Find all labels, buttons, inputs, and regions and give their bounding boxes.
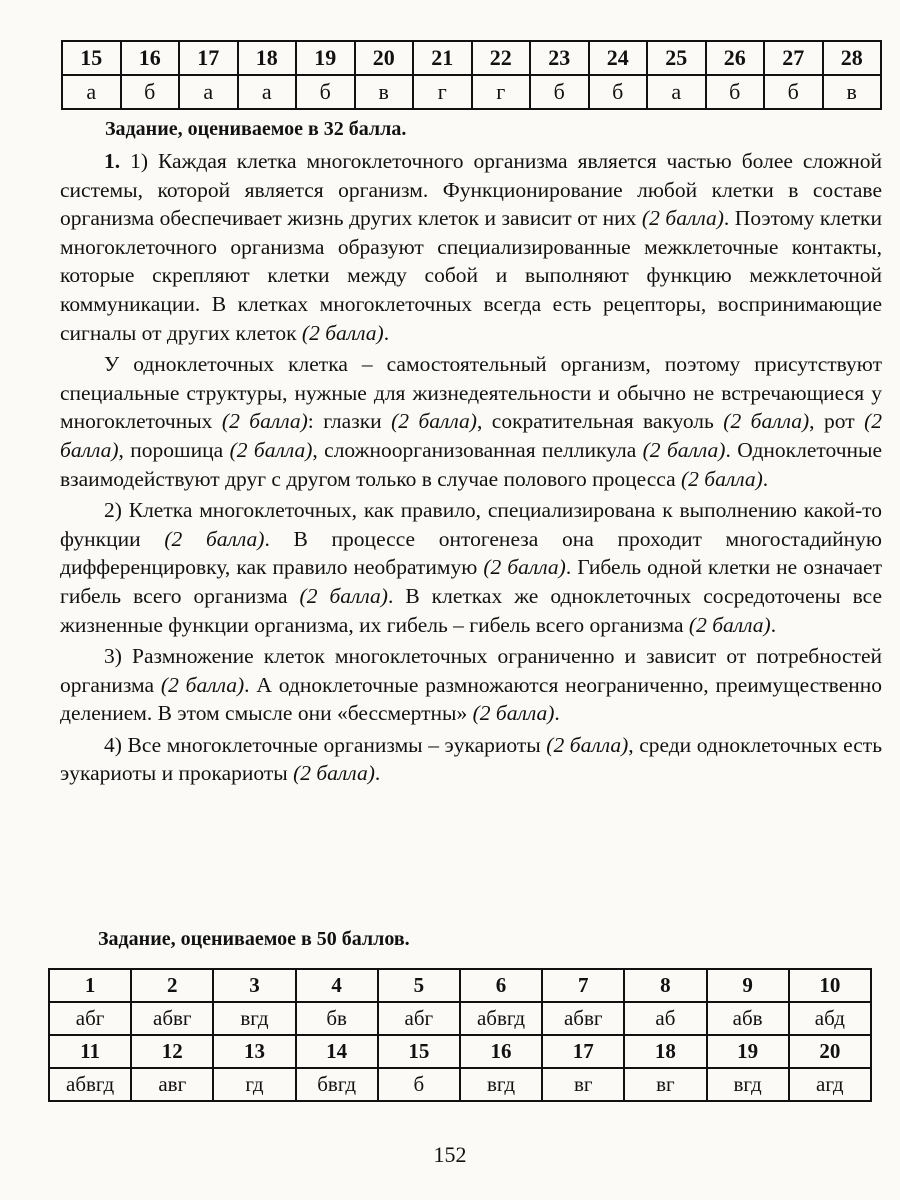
answer-cell: вгд: [460, 1068, 542, 1101]
question-number-cell: 24: [589, 41, 648, 75]
answer-cell: гд: [213, 1068, 295, 1101]
answer-cell: вг: [542, 1068, 624, 1101]
question-number-cell: 19: [707, 1035, 789, 1068]
score-note: (2 балла): [60, 409, 882, 462]
answer-cell: в: [823, 75, 882, 109]
question-number-cell: 11: [49, 1035, 131, 1068]
score-note: (2 балла): [391, 409, 477, 434]
paragraph-text: , среди одноклеточных есть эукариоты и прокариоты: [60, 732, 882, 786]
answer-cell: абвгд: [460, 1002, 542, 1035]
question-number-cell: 3: [213, 969, 295, 1002]
question-number-cell: 19: [296, 41, 355, 75]
paragraph-text: У одноклеточных клетка – самостоятельный организм, поэтому присутствуют специальные структуры, нужные для жизнедеятельности и обычно не встречающиеся у многоклеточных: [60, 352, 882, 434]
answer-cell: бв: [296, 1002, 378, 1035]
score-note: (2 балла): [723, 409, 810, 434]
paragraph-text: , рот: [809, 409, 865, 434]
question-number-cell: 4: [296, 969, 378, 1002]
question-number-cell: 18: [238, 41, 297, 75]
question-number-cell: 27: [764, 41, 823, 75]
question-number-cell: 20: [355, 41, 414, 75]
answer-cell: б: [530, 75, 589, 109]
question-number-row: [49, 1035, 871, 1068]
answer-cell: а: [647, 75, 706, 109]
answer-cell: а: [62, 75, 121, 109]
answer-cell: абг: [378, 1002, 460, 1035]
paragraph-text: .: [770, 612, 777, 637]
score-note: (2 балла): [641, 206, 724, 231]
paragraph-text: : глазки: [307, 409, 392, 434]
question-number-row: [62, 41, 881, 75]
score-note: (2 балла): [293, 761, 375, 786]
question-number-cell: 18: [624, 1035, 706, 1068]
question-number-cell: 7: [542, 969, 624, 1002]
answer-cell: абвг: [131, 1002, 213, 1035]
answer-cell: вгд: [707, 1068, 789, 1101]
score-note: (2 балла): [688, 612, 771, 637]
answer-cell: г: [472, 75, 531, 109]
answer-cell: б: [378, 1068, 460, 1101]
answer-row: [49, 1068, 871, 1101]
question-number-cell: 10: [789, 969, 871, 1002]
paragraph-text: , сложноорганизованная пелликула: [312, 437, 643, 462]
score-note: (2 балла): [229, 437, 313, 462]
explanation-paragraph: [60, 350, 882, 493]
answer-cell: б: [121, 75, 180, 109]
answer-cell: а: [238, 75, 297, 109]
section-heading-32: Задание, оцениваемое в 32 балла.: [105, 118, 407, 140]
question-number-cell: 22: [472, 41, 531, 75]
question-number-cell: 9: [707, 969, 789, 1002]
question-number-cell: 28: [823, 41, 882, 75]
paragraph-text: . Поэтому клетки многоклеточного организма образуют специализированные межклеточные контакты, которые скрепляют клетки между собой и выполняют функцию межклеточной коммуникации. В клетках многоклеточных всегда есть рецепторы, воспринимающие сигналы от других клеток: [60, 206, 882, 345]
answer-table-top: [61, 40, 882, 110]
paragraph-text: , порошица: [118, 437, 230, 462]
score-note: (2 балла): [164, 526, 265, 551]
paragraph-text: . Гибель одной клетки не означает гибель всего организма: [60, 555, 882, 608]
paragraph-text: . Одноклеточные взаимодействуют друг с другом только в случае полового процесса: [60, 437, 883, 491]
explanation-paragraph: [60, 147, 882, 347]
answer-cell: г: [413, 75, 472, 109]
paragraph-text: .: [383, 320, 390, 345]
score-note: (2 балла): [301, 320, 384, 345]
question-number-cell: 2: [131, 969, 213, 1002]
answer-cell: авг: [131, 1068, 213, 1101]
section-heading-50: Задание, оцениваемое в 50 баллов.: [98, 928, 410, 950]
paragraph-text: . В клетках же одноклеточных сосредоточены все жизненные функции организма, их гибель – гибель всего организма: [60, 583, 882, 637]
answer-cell: абв: [707, 1002, 789, 1035]
question-number-cell: 13: [213, 1035, 295, 1068]
question-number-cell: 8: [624, 969, 706, 1002]
answer-cell: а: [179, 75, 238, 109]
paragraph-text: 2) Клетка многоклеточных, как правило, специализирована к выполнению какой-то функции: [60, 498, 882, 551]
explanation-paragraph: [60, 496, 882, 639]
score-note: (2 балла): [299, 583, 388, 608]
answer-cell: б: [706, 75, 765, 109]
explanation-paragraph: [60, 642, 882, 728]
explanation-paragraph: [60, 731, 882, 788]
paragraph-text: .: [554, 701, 560, 726]
paragraph-text: . В процессе онтогенеза она проходит многостадийную дифференцировку, как правило необратимую: [60, 526, 882, 580]
answer-row: [62, 75, 881, 109]
answer-cell: вг: [624, 1068, 706, 1101]
answer-table-bottom: [48, 968, 872, 1102]
answer-cell: абг: [49, 1002, 131, 1035]
answer-cell: абвг: [542, 1002, 624, 1035]
question-number-row: [49, 969, 871, 1002]
question-number-cell: 5: [378, 969, 460, 1002]
score-note: (2 балла): [546, 732, 629, 757]
score-note: (2 балла): [680, 466, 763, 491]
paragraph-text: 4) Все многоклеточные организмы – эукариоты: [104, 732, 547, 757]
score-note: (2 балла): [483, 555, 566, 580]
question-number-cell: 16: [121, 41, 180, 75]
question-number-cell: 21: [413, 41, 472, 75]
question-number-cell: 15: [378, 1035, 460, 1068]
answer-explanation: [60, 147, 882, 791]
answer-cell: в: [355, 75, 414, 109]
page-number: 152: [433, 1142, 467, 1167]
score-note: (2 балла): [642, 437, 726, 462]
question-number-cell: 20: [789, 1035, 871, 1068]
score-note: (2 балла): [472, 701, 555, 726]
answer-cell: б: [589, 75, 648, 109]
score-note: (2 балла): [160, 672, 245, 697]
question-number-cell: 17: [179, 41, 238, 75]
answer-cell: агд: [789, 1068, 871, 1101]
answer-cell: абвгд: [49, 1068, 131, 1101]
answer-cell: вгд: [213, 1002, 295, 1035]
question-number-cell: 26: [706, 41, 765, 75]
task-number: 1.: [104, 149, 121, 173]
answer-cell: б: [764, 75, 823, 109]
paragraph-text: .: [374, 761, 381, 786]
answer-row: [49, 1002, 871, 1035]
question-number-cell: 12: [131, 1035, 213, 1068]
question-number-cell: 15: [62, 41, 121, 75]
paragraph-text: 1) Каждая клетка многоклеточного организма является частью более сложной системы, которой является организм. Функционирование любой клетки в составе организма обеспечивает жизнь других клеток и зависит от них: [60, 149, 882, 231]
answer-cell: абд: [789, 1002, 871, 1035]
question-number-cell: 14: [296, 1035, 378, 1068]
answer-cell: б: [296, 75, 355, 109]
paragraph-text: 3) Размножение клеток многоклеточных ограниченно и зависит от потребностей организма: [60, 644, 882, 697]
answer-cell: аб: [624, 1002, 706, 1035]
paragraph-text: .: [762, 466, 769, 491]
question-number-cell: 16: [460, 1035, 542, 1068]
question-number-cell: 25: [647, 41, 706, 75]
question-number-cell: 23: [530, 41, 589, 75]
score-note: (2 балла): [221, 409, 308, 434]
paragraph-text: , сократительная вакуоль: [476, 409, 724, 434]
question-number-cell: 17: [542, 1035, 624, 1068]
answer-cell: бвгд: [296, 1068, 378, 1101]
question-number-cell: 1: [49, 969, 131, 1002]
question-number-cell: 6: [460, 969, 542, 1002]
paragraph-text: . А одноклеточные размножаются неограниченно, преимущественно делением. В этом смысле они «бессмертны»: [60, 672, 883, 726]
